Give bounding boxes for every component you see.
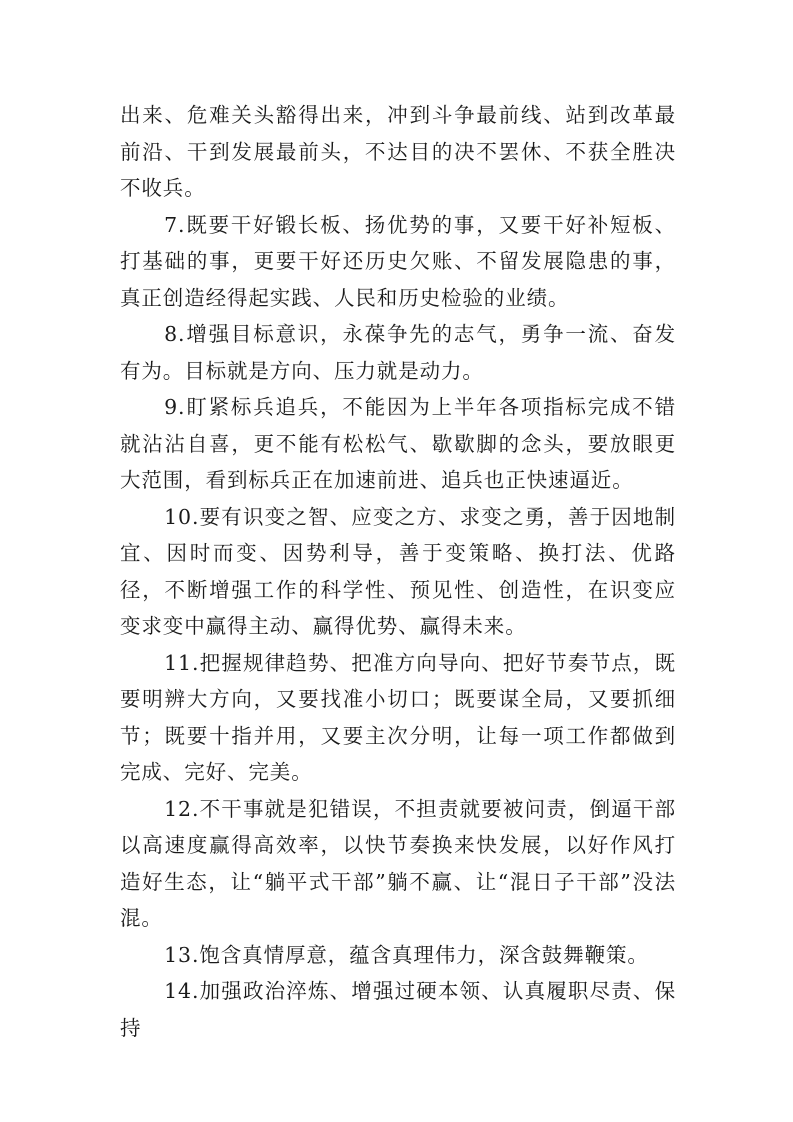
paragraph-item-11: 11.把握规律趋势、把准方向导向、把好节奏节点，既要明辨大方向，又要找准小切口；既要谋全局，又要抓细节；既要十指并用，又要主次分明，让每一项工作都做到完成、完好、完美。 bbox=[120, 650, 676, 784]
paragraph-item-14: 14.加强政治淬炼、增强过硬本领、认真履职尽责、保持 bbox=[120, 979, 676, 1040]
paragraph-item-7: 7.既要干好锻长板、扬优势的事，又要干好补短板、打基础的事，更要干好还历史欠账、不留发展隐患的事，真正创造经得起实践、人民和历史检验的业绩。 bbox=[120, 212, 676, 310]
paragraph-item-9: 9.盯紧标兵追兵，不能因为上半年各项指标完成不错就沾沾自喜，更不能有松松气、歇歇脚的念头，要放眼更大范围，看到标兵正在加速前进、追兵也正快速逼近。 bbox=[120, 395, 676, 492]
paragraph-item-8: 8.增强目标意识，永葆争先的志气，勇争一流、奋发有为。目标就是方向、压力就是动力。 bbox=[120, 322, 676, 383]
document-body bbox=[120, 97, 676, 1046]
paragraph-item-10: 10.要有识变之智、应变之方、求变之勇，善于因地制宜、因时而变、因势利导，善于变策略、换打法、优路径，不断增强工作的科学性、预见性、创造性，在识变应变求变中赢得主动、赢得优势、赢得未来。 bbox=[120, 504, 676, 638]
paragraph-item-13: 13.饱含真情厚意，蕴含真理伟力，深含鼓舞鞭策。 bbox=[164, 942, 649, 967]
paragraph-continuation: 出来、危难关头豁得出来，冲到斗争最前线、站到改革最前沿、干到发展最前头，不达目的决不罢休、不获全胜决不收兵。 bbox=[120, 103, 676, 200]
paragraph-item-12: 12.不干事就是犯错误，不担责就要被问责，倒逼干部以高速度赢得高效率，以快节奏换来快发展，以好作风打造好生态，让“躺平式干部”躺不赢、让“混日子干部”没法混。 bbox=[120, 796, 676, 930]
